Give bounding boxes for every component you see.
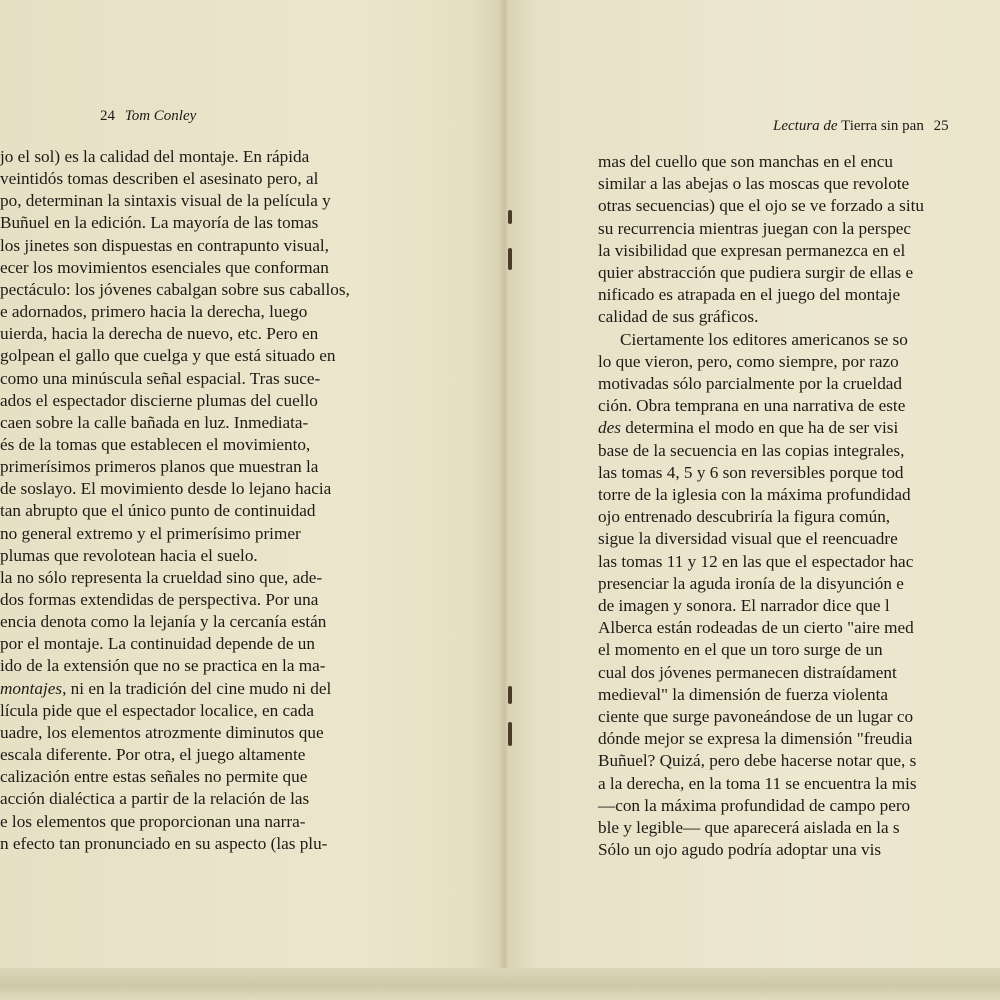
text-line: mas del cuello que son manchas en el encu [598, 152, 893, 171]
text-line: lícula pide que el espectador localice, en cada [0, 700, 314, 720]
text-line: montajes, ni en la tradición del cine mudo ni del [0, 678, 332, 698]
text-line: dos formas extendidas de perspectiva. Por una [0, 590, 319, 609]
text-line: n efecto tan pronunciado en su aspecto (las plu- [0, 833, 328, 853]
text-line: nificado es atrapada en el juego del montaje [598, 285, 901, 305]
text-line: uierda, hacia la derecha de nuevo, etc. Pero en [0, 324, 319, 344]
text-line: de soslayo. El movimiento desde lo lejano hacia [0, 479, 332, 499]
text-line: presenciar la aguda ironía de la disyunción e [598, 573, 904, 593]
text-line: la visibilidad que expresan permanezca en el [598, 240, 906, 260]
text-line: ecer los movimientos esenciales que conforman [0, 257, 329, 277]
left-header-author: Tom Conley [124, 108, 197, 124]
text-line: acción dialéctica a partir de la relación de las [0, 789, 310, 809]
text-line: és de la tomas que establecen el movimiento, [0, 434, 311, 454]
right-running-header [773, 117, 949, 135]
text-line: sigue la diversidad visual que el reencuadre [598, 529, 898, 549]
text-line: calización entre estas señales no permite que [0, 767, 308, 787]
text-line: Alberca están rodeadas de un cierto "aire med [598, 618, 914, 638]
text-line: encia denota como la lejanía y la cercanía están [0, 612, 327, 632]
text-line: cual dos jóvenes permanecen distraídament [598, 662, 897, 682]
binding-stitch-lower [508, 686, 512, 704]
text-line: a la derecha, en la toma 11 se encuentra la mis [598, 773, 917, 793]
text-line: por el montaje. La continuidad depende de un [0, 634, 315, 654]
text-line: pectáculo: los jóvenes cabalgan sobre sus caballos, [0, 279, 350, 299]
text-line: calidad de sus gráficos. [598, 307, 759, 327]
text-line: caen sobre la calle bañada en luz. Inmediata- [0, 412, 309, 432]
text-line: e adornados, primero hacia la derecha, luego [0, 302, 308, 322]
right-page-number: 25 [933, 118, 949, 134]
text-line: las tomas 4, 5 y 6 son reversibles porque tod [598, 462, 904, 482]
text-line: des determina el modo en que ha de ser visi [598, 418, 899, 438]
text-line: —con la máxima profundidad de campo pero [598, 795, 911, 815]
text-line: las tomas 11 y 12 en las que el espectador hac [598, 551, 914, 571]
text-line: la no sólo representa la crueldad sino que, ade- [0, 567, 323, 587]
text-line: primerísimos primeros planos que muestran la [0, 457, 319, 477]
text-line: similar a las abejas o las moscas que revolote [598, 174, 910, 194]
right-header-title: Tierra sin pan [841, 118, 924, 134]
text-line: su recurrencia mientras juegan con la perspec [598, 218, 912, 238]
text-line: ados el espectador discierne plumas del cuello [0, 390, 318, 410]
text-line: veintidós tomas describen el asesinato pero, al [0, 169, 319, 189]
text-line: los jinetes son dispuestas en contrapunto visual, [0, 235, 329, 255]
text-line: ble y legible— que aparecerá aislada en la s [598, 818, 900, 837]
text-line: escala diferente. Por otra, el juego altamente [0, 745, 306, 765]
text-line: po, determinan la sintaxis visual de la película y [0, 191, 331, 211]
text-line: lo que vieron, pero, como siempre, por razo [598, 351, 899, 371]
book-gutter [500, 0, 508, 1000]
text-line: ciente que surge pavoneándose de un lugar co [598, 707, 914, 726]
text-line: Ciertamente los editores americanos se so [620, 329, 908, 349]
left-running-header [100, 107, 196, 125]
text-line: medieval" la dimensión de fuerza violenta [598, 684, 889, 704]
text-line: jo el sol) es la calidad del montaje. En rápida [0, 147, 310, 166]
text-line: Buñuel? Quizá, pero debe hacerse notar que, s [598, 751, 917, 771]
text-line: el momento en el que un toro surge de un [598, 640, 883, 660]
left-page-number: 24 [100, 108, 115, 124]
text-line: tan abrupto que el único punto de continuidad [0, 501, 316, 521]
text-line: motivadas sólo parcialmente por la crueldad [598, 374, 903, 393]
text-line: e los elementos que proporcionan una narra- [0, 811, 306, 831]
text-line: otras secuencias) que el ojo se ve forzado a situ [598, 196, 924, 216]
text-line: no general extremo y el primerísimo primer [0, 523, 301, 543]
binding-stitch-bottom [508, 722, 512, 746]
text-line: torre de la iglesia con la máxima profundidad [598, 485, 911, 504]
text-line: plumas que revolotean hacia el suelo. [0, 545, 258, 565]
text-line: golpean el gallo que cuelga y que está situado en [0, 346, 336, 366]
text-line: Buñuel en la edición. La mayoría de las tomas [0, 213, 319, 233]
text-line: base de la secuencia en las copias integrales, [598, 440, 905, 460]
right-header-prefix: Lectura de [773, 118, 838, 134]
text-line: como una minúscula señal espacial. Tras suce- [0, 368, 321, 388]
text-line: de imagen y sonora. El narrador dice que l [598, 596, 890, 615]
text-line: dónde mejor se expresa la dimensión "freudia [598, 729, 913, 749]
text-line: ción. Obra temprana en una narrativa de este [598, 396, 906, 416]
text-line: ojo entrenado descubriría la figura común, [598, 507, 891, 527]
text-line: ido de la extensión que no se practica en la ma- [0, 656, 326, 676]
binding-stitch-upper [508, 248, 512, 270]
text-line: Sólo un ojo agudo podría adoptar una vis [598, 840, 882, 860]
page-bottom-edge [0, 968, 1000, 1000]
text-line: uadre, los elementos atrozmente diminutos que [0, 722, 324, 742]
text-line: quier abstracción que pudiera surgir de ellas e [598, 263, 914, 282]
binding-stitch-top [508, 210, 512, 224]
